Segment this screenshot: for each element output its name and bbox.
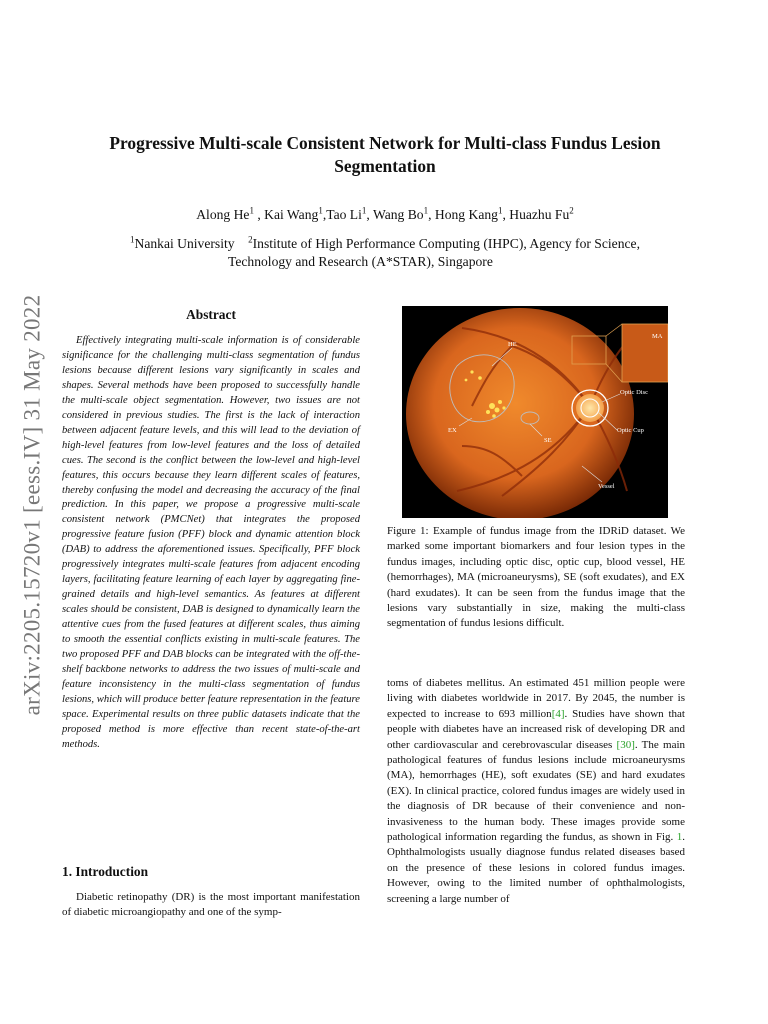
author-affiliation-mark: 1 bbox=[423, 205, 429, 216]
citation-link[interactable]: [30] bbox=[616, 738, 635, 751]
figure-caption: Figure 1: Example of fundus image from the IDRiD dataset. We marked some important biomarkers and four lesion types in the fundus images, including optic disc, optic cup, blood vessel, HE (hemorrhages), MA (microaneurysms), SE (soft exudates), and EX (hard exudates). It can be seen from the fundus image that the lesions vary substantially in size, making the multi-class segmentation of fundus lesions difficult. bbox=[387, 525, 685, 630]
affiliation-mark: 2 bbox=[248, 234, 253, 245]
label-vessel: Vessel bbox=[598, 483, 615, 490]
author-name: Huazhu Fu bbox=[509, 207, 570, 222]
affiliation-mark: 1 bbox=[130, 234, 135, 245]
label-ma: MA bbox=[652, 333, 663, 340]
author-name: Kai Wang bbox=[264, 207, 319, 222]
figure-reference-link[interactable]: 1 bbox=[676, 831, 683, 844]
optic-disc bbox=[576, 394, 604, 422]
abstract-heading: Abstract bbox=[186, 307, 236, 322]
affiliations bbox=[60, 235, 710, 271]
author-name: Tao Li bbox=[326, 207, 362, 222]
fundus-image bbox=[402, 306, 668, 518]
citation-link[interactable]: [4] bbox=[551, 707, 565, 720]
section-heading: 1. Introduction bbox=[62, 864, 149, 879]
author-separator: , bbox=[428, 207, 435, 222]
author-separator: , bbox=[253, 207, 265, 222]
paper-title: Progressive Multi-scale Consistent Network for Multi-class Fundus Lesion Segmentation bbox=[109, 133, 661, 176]
author-name: Hong Kang bbox=[434, 207, 498, 222]
affiliation-2-line2: Technology and Research (A*STAR), Singapore bbox=[228, 254, 493, 269]
author-affiliation-mark: 1 bbox=[497, 205, 503, 216]
affiliation-1: Nankai University bbox=[134, 236, 235, 251]
author-list bbox=[60, 207, 710, 223]
intro-paragraph: Diabetic retinopathy (DR) is the most important manifestation of diabetic microangiopathy and one of the symp- bbox=[62, 891, 360, 919]
author-separator: , bbox=[322, 207, 327, 222]
label-ex: EX bbox=[448, 427, 457, 434]
author-name: Along He bbox=[196, 207, 250, 222]
author-name: Wang Bo bbox=[372, 207, 424, 222]
fundus-figure bbox=[402, 306, 668, 518]
author-affiliation-mark: 2 bbox=[569, 205, 574, 216]
author-separator: , bbox=[366, 207, 373, 222]
author-affiliation-mark: 1 bbox=[249, 205, 254, 216]
label-optic-disc: Optic Disc bbox=[620, 389, 648, 396]
intro-paragraph-continued: toms of diabetes mellitus. An estimated 451 million people were living with diabetes worldwide in 2017. By 2045, the number is expected to increase to 693 million[4]. Studies have shown that people with diabetes have an increased risk of developing DR and other cardiovascular and cerebrovascular diseases [30]. The main pathological features of fundus lesions include microaneurysms (MA), hemorrhages (HE), soft exudates (SE) and hard exudates (EX). In clinical practice, colored fundus images are widely used in the diagnosis of DR because of their convenience and non-invasiveness to the human body. These images provide some pathological information regarding the fundus, as shown in Fig. 1. Ophthalmologists usually diagnose fundus related diseases based on the presence of these lesions in colored fundus images. However, owing to the limited number of ophthalmologists, screening a large number of bbox=[387, 677, 686, 905]
arxiv-identifier: arXiv:2205.15720v1 [eess.IV] 31 May 2022 bbox=[19, 294, 45, 716]
author-affiliation-mark: 1 bbox=[361, 205, 367, 216]
label-he: HE bbox=[508, 341, 517, 348]
abstract-text: Effectively integrating multi-scale information is of considerable significance for the challenging multi-class segmentation of fundus lesions because different lesions vary significantly in scales and shapes. Several methods have been proposed to successfully handle the multi-scale object segmentation. However, two issues are not considered in previous studies. The first is the lack of interaction between adjacent feature levels, and this will lead to the deviation of high-level features from low-level features and the loss of detailed cues. The second is the conflict between the low-level and high-level features, this occurs because they learn different scales of features, thereby confusing the model and decreasing the accuracy of the final prediction. In this paper, we propose a progressive multi-scale consistent network (PMCNet) that integrates the proposed progressive feature fusion (PFF) block and dynamic attention block (DAB) to address the aforementioned issues. Specifically, PFF block progressively integrates multi-scale features from adjacent encoding layers, facilitating feature learning of each layer by aggregating fine-grained details and high-level semantics. As features at different scales should be consistent, DAB is designed to dynamically learn the attentive cues from the fused features at different scales, thus aiming to smooth the essential conflicts existing in multi-scale features. The two proposed PFF and DAB blocks can be integrated with the off-the-shelf backbone networks to address the two issues of multi-scale and feature inconsistency in the multi-class segmentation of fundus lesions, which will produce better feature representation in the feature space. Experimental results on three public datasets indicate that the proposed method is more effective than recent state-of-the-art methods. bbox=[62, 335, 360, 750]
label-se: SE bbox=[544, 437, 552, 444]
author-affiliation-mark: 1 bbox=[318, 205, 323, 216]
affiliation-2-line1: Institute of High Performance Computing (IHPC), Agency for Science, bbox=[252, 236, 640, 251]
label-optic-cup: Optic Cup bbox=[617, 427, 644, 434]
author-separator: , bbox=[502, 207, 510, 222]
